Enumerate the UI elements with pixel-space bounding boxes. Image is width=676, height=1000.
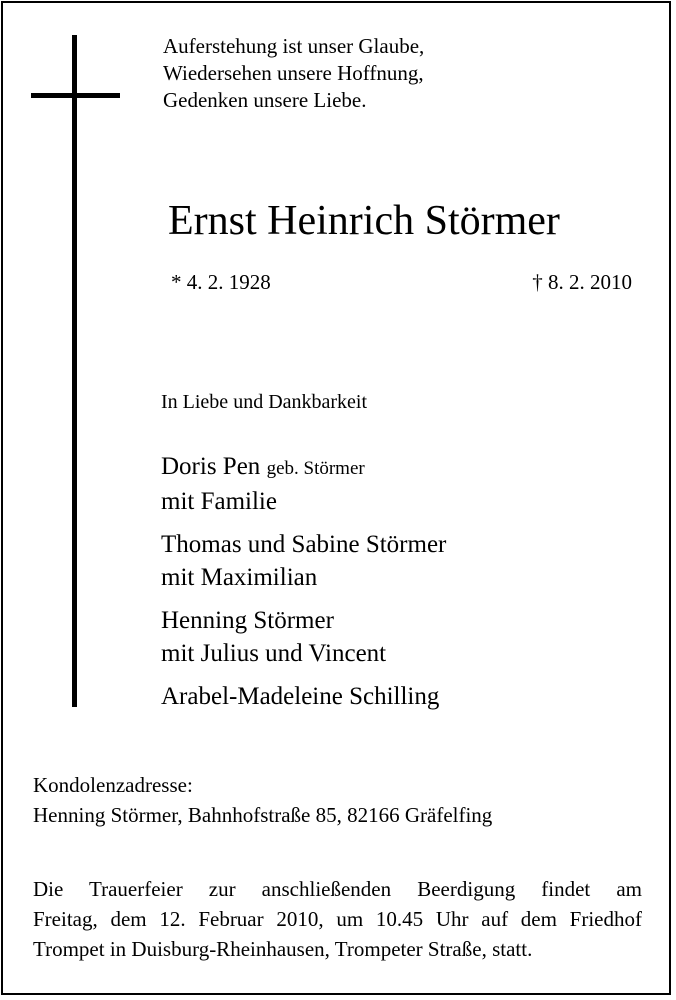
mourner-family: mit Maximilian (161, 564, 318, 591)
mourner-note: geb. Störmer (266, 458, 365, 479)
cross-vertical-bar (72, 35, 77, 707)
mourner-entry (161, 680, 439, 713)
mourner-name: Arabel-Madeleine Schilling (161, 683, 440, 710)
mourner-family: mit Familie (161, 488, 277, 515)
funeral-line: Freitag, dem 12. Februar 2010, um 10.45 Uhr auf dem Friedhof (33, 907, 642, 931)
motto-line: Wiedersehen unsere Hoffnung, (163, 61, 424, 85)
mourner-name: Doris Pen (161, 453, 261, 480)
condolence-address (33, 770, 492, 830)
mourner-family: mit Julius und Vincent (161, 640, 387, 667)
deceased-name: Ernst Heinrich Störmer (168, 198, 560, 244)
motto-line: Auferstehung ist unser Glaube, (163, 34, 425, 58)
birth-date: * 4. 2. 1928 (171, 270, 271, 294)
funeral-notice (33, 874, 642, 964)
condolence-address-line: Henning Störmer, Bahnhofstraße 85, 82166 Gräfelfing (33, 803, 493, 827)
death-date: † 8. 2. 2010 (532, 270, 632, 294)
motto-line: Gedenken unsere Liebe. (163, 88, 367, 112)
motto (163, 33, 424, 114)
mourner-name: Henning Störmer (161, 607, 334, 634)
condolence-label: Kondolenzadresse: (33, 773, 193, 797)
mourner-entry (161, 528, 446, 594)
cross-horizontal-bar (31, 93, 120, 98)
mourner-entry (161, 450, 365, 518)
mourner-entry (161, 604, 386, 670)
funeral-line: Trompet in Duisburg-Rheinhausen, Trompeter Straße, statt. (33, 937, 533, 961)
mourner-name: Thomas und Sabine Störmer (161, 531, 447, 558)
dedication: In Liebe und Dankbarkeit (161, 391, 368, 413)
funeral-line: Die Trauerfeier zur anschließenden Beerdigung findet am (33, 877, 642, 901)
